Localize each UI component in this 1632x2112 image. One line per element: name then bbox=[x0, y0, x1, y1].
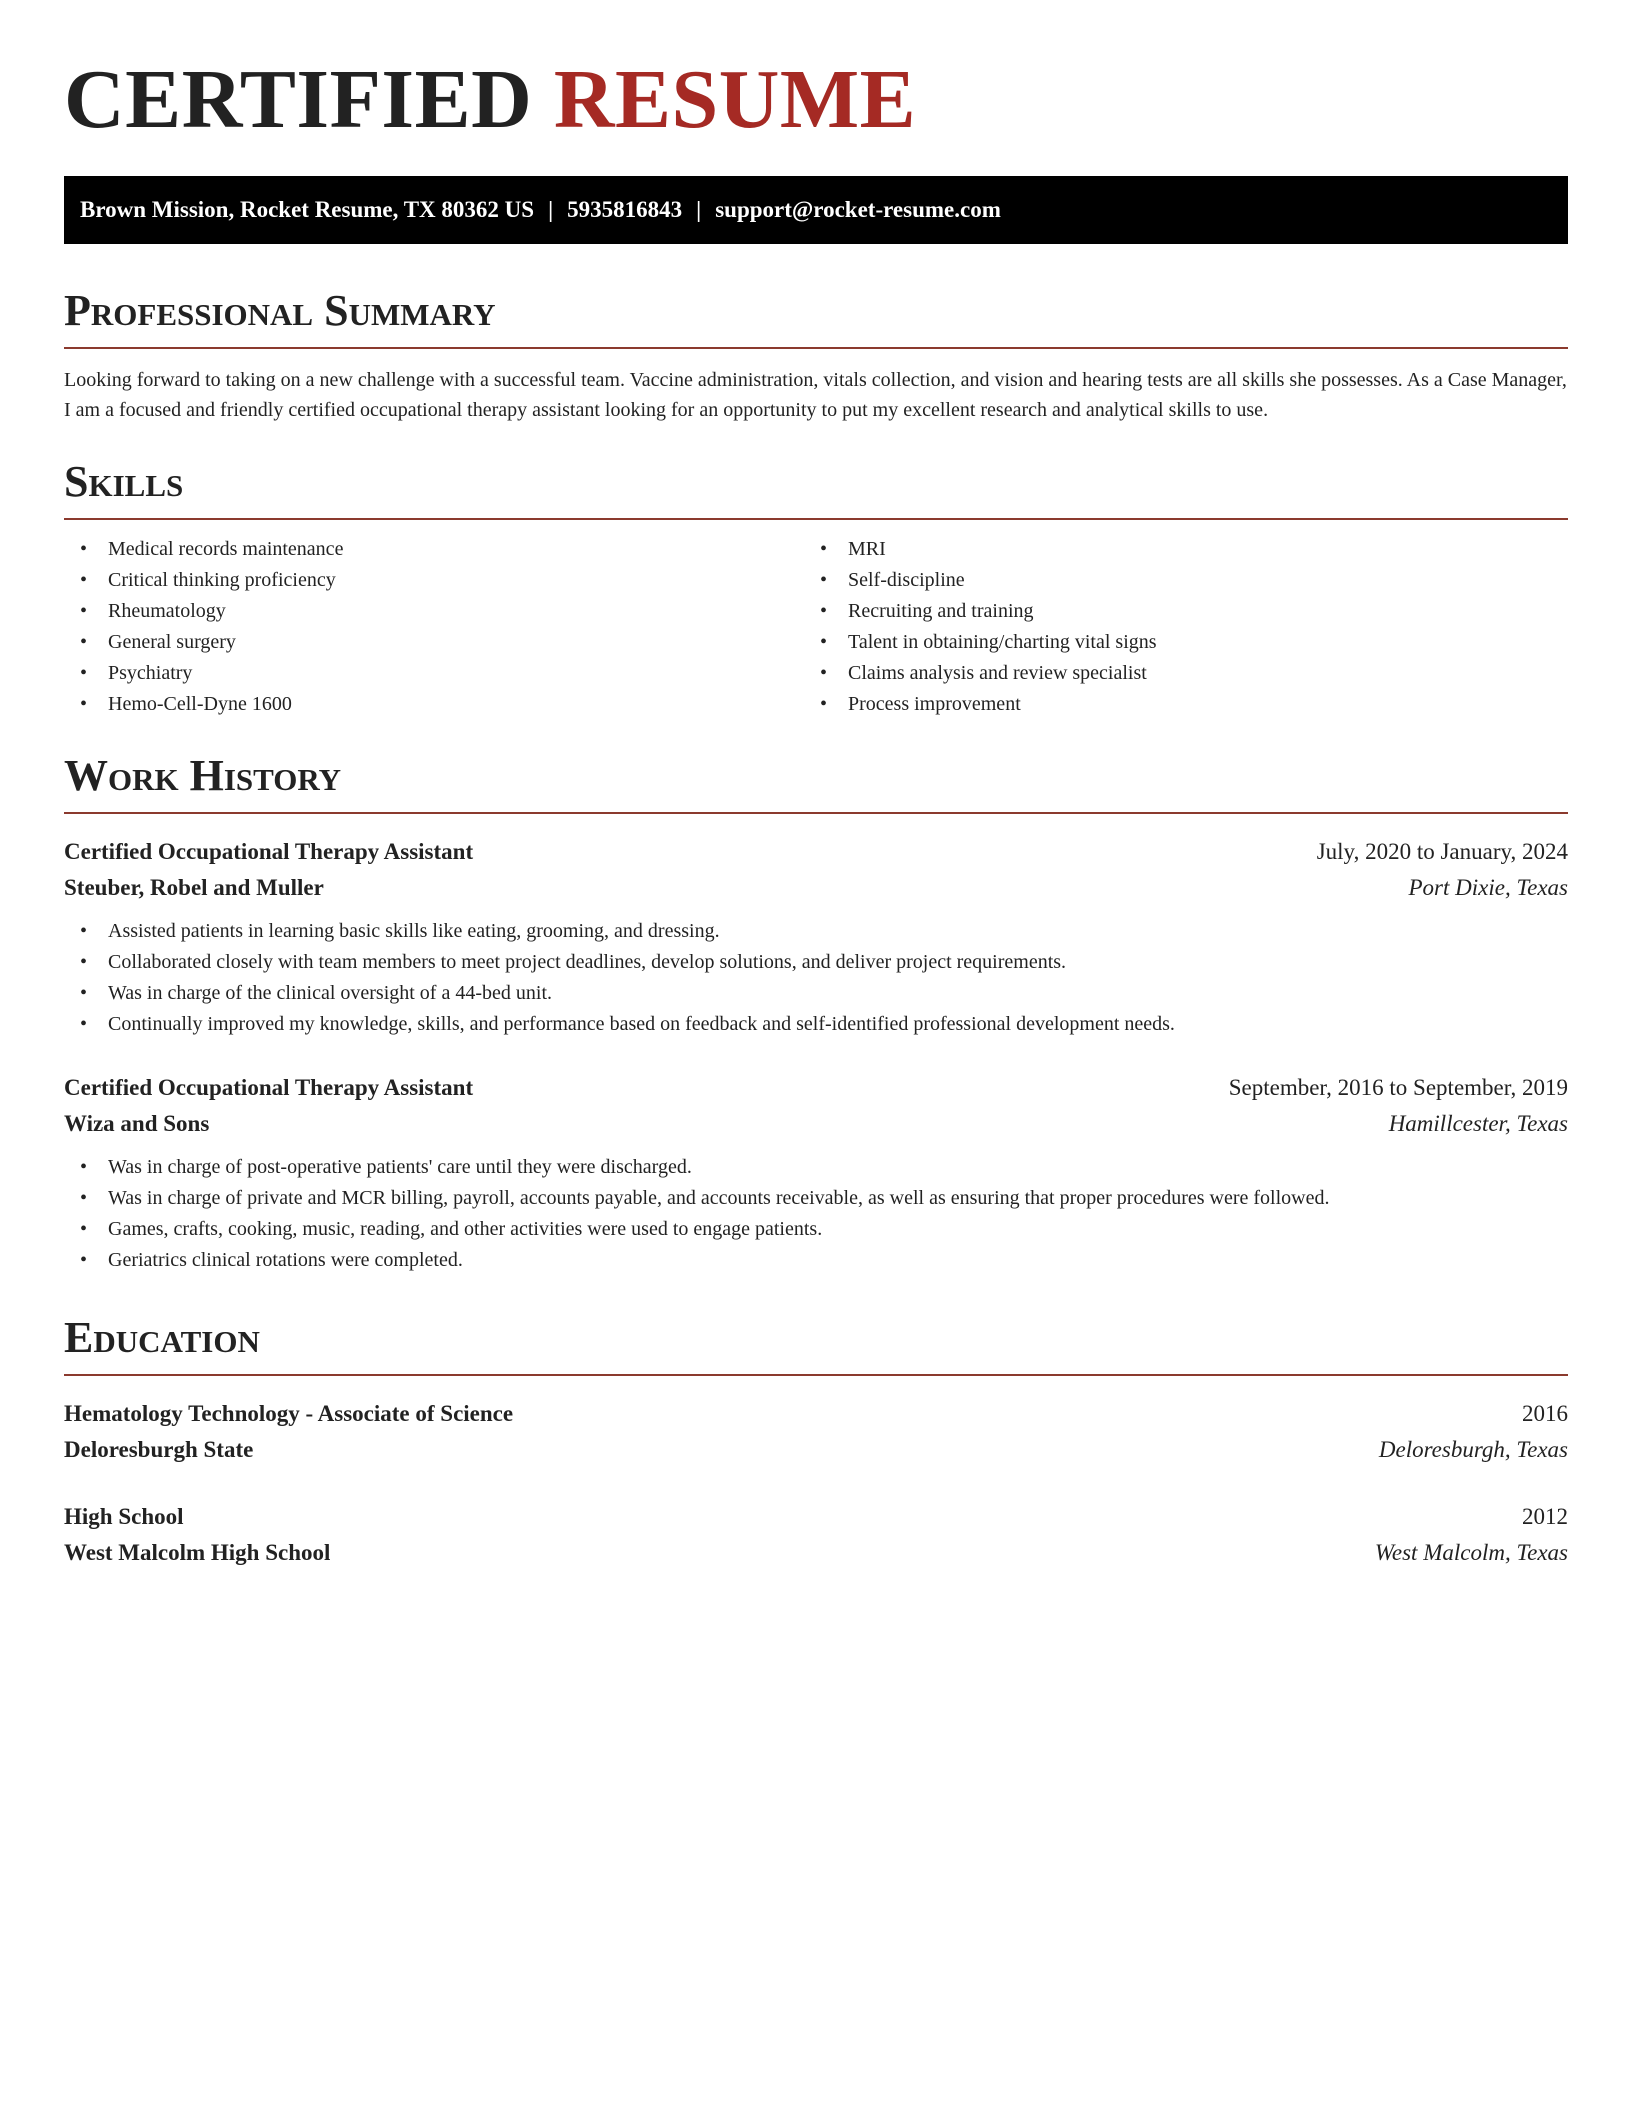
education-degree: High School bbox=[64, 1504, 184, 1529]
skill-item: • Critical thinking proficiency bbox=[64, 565, 804, 596]
section-divider bbox=[64, 518, 1568, 520]
education-school-row bbox=[64, 1432, 1568, 1468]
education-location: West Malcolm, Texas bbox=[1374, 1540, 1568, 1565]
job-dates: September, 2016 to September, 2019 bbox=[1228, 1075, 1568, 1100]
job-bullet: • Geriatrics clinical rotations were completed. bbox=[64, 1245, 1568, 1276]
skill-item: • Talent in obtaining/charting vital signs bbox=[804, 627, 1544, 658]
contact-address: Brown Mission, Rocket Resume, TX 80362 US bbox=[80, 197, 535, 222]
skill-item: • Rheumatology bbox=[64, 596, 804, 627]
skill-item: • General surgery bbox=[64, 627, 804, 658]
skills-heading: Skills bbox=[64, 457, 184, 506]
education-heading: Education bbox=[64, 1313, 260, 1362]
contact-separator: | bbox=[548, 197, 554, 222]
job-location: Port Dixie, Texas bbox=[1408, 875, 1568, 900]
skill-item: • Medical records maintenance bbox=[64, 534, 804, 565]
summary-heading: Professional Summary bbox=[64, 286, 496, 335]
job-location: Hamillcester, Texas bbox=[1388, 1111, 1568, 1136]
skill-item: • Psychiatry bbox=[64, 658, 804, 689]
summary-text: Looking forward to taking on a new challenge with a successful team. Vaccine administration, vitals collection, and vision and hearing tests are all skills she possesses. As a Case Manager, I am a focused and friendly certified occupational therapy assistant looking for an opportunity to put my excellent research and analytical skills to use. bbox=[64, 369, 1567, 421]
skill-item: • Self-discipline bbox=[804, 565, 1544, 596]
section-divider bbox=[64, 812, 1568, 814]
education-school: West Malcolm High School bbox=[64, 1540, 331, 1565]
job-company-row bbox=[64, 1106, 1568, 1142]
job-bullets bbox=[64, 916, 1568, 1040]
education-entry bbox=[64, 1396, 1568, 1468]
name-last: RESUME bbox=[553, 53, 917, 146]
job-title: Certified Occupational Therapy Assistant bbox=[64, 1075, 474, 1100]
contact-separator: | bbox=[696, 197, 702, 222]
skill-item: • MRI bbox=[804, 534, 1544, 565]
education-degree-row bbox=[64, 1396, 1568, 1432]
contact-phone: 5935816843 bbox=[567, 197, 683, 222]
job-bullet: • Was in charge of post-operative patients' care until they were discharged. bbox=[64, 1152, 1568, 1183]
job-title: Certified Occupational Therapy Assistant bbox=[64, 839, 474, 864]
skill-item: • Hemo-Cell-Dyne 1600 bbox=[64, 689, 804, 720]
job-company: Steuber, Robel and Muller bbox=[64, 875, 324, 900]
work-history-heading: Work History bbox=[64, 751, 342, 800]
education-school-row bbox=[64, 1535, 1568, 1571]
education-section bbox=[64, 1313, 1568, 1571]
job-company-row bbox=[64, 870, 1568, 906]
education-degree: Hematology Technology - Associate of Science bbox=[64, 1401, 514, 1426]
education-location: Deloresburgh, Texas bbox=[1378, 1437, 1568, 1462]
job-header-row bbox=[64, 1070, 1568, 1106]
job-header-row bbox=[64, 834, 1568, 870]
job-bullet: • Was in charge of the clinical oversight of a 44-bed unit. bbox=[64, 978, 1568, 1009]
contact-email: support@rocket-resume.com bbox=[715, 197, 1001, 222]
education-year: 2016 bbox=[1522, 1401, 1568, 1426]
resume-name bbox=[64, 0, 1568, 145]
job-entry bbox=[64, 1070, 1568, 1276]
work-history-section bbox=[64, 751, 1568, 1276]
education-entry bbox=[64, 1499, 1568, 1571]
education-degree-row bbox=[64, 1499, 1568, 1535]
skills-columns bbox=[64, 534, 1568, 720]
job-bullet: • Was in charge of private and MCR billing, payroll, accounts payable, and accounts receivable, as well as ensuring that proper procedures were followed. bbox=[64, 1183, 1568, 1214]
education-school: Deloresburgh State bbox=[64, 1437, 254, 1462]
education-year: 2012 bbox=[1522, 1504, 1568, 1529]
job-bullet: • Continually improved my knowledge, skills, and performance based on feedback and self-identified professional development needs. bbox=[64, 1009, 1568, 1040]
resume-page bbox=[64, 0, 1568, 1565]
skill-item: • Claims analysis and review specialist bbox=[804, 658, 1544, 689]
job-company: Wiza and Sons bbox=[64, 1111, 210, 1136]
skills-section bbox=[64, 457, 1568, 720]
job-entry bbox=[64, 834, 1568, 1040]
section-divider bbox=[64, 347, 1568, 349]
contact-bar bbox=[64, 176, 1568, 244]
skill-item: • Recruiting and training bbox=[804, 596, 1544, 627]
name-first: CERTIFIED bbox=[64, 53, 533, 146]
skills-right-column bbox=[804, 534, 1544, 720]
skills-left-column bbox=[64, 534, 804, 720]
job-bullet: • Assisted patients in learning basic skills like eating, grooming, and dressing. bbox=[64, 916, 1568, 947]
job-bullet: • Games, crafts, cooking, music, reading, and other activities were used to engage patients. bbox=[64, 1214, 1568, 1245]
job-bullet: • Collaborated closely with team members to meet project deadlines, develop solutions, and deliver project requirements. bbox=[64, 947, 1568, 978]
skill-item: • Process improvement bbox=[804, 689, 1544, 720]
summary-section bbox=[64, 286, 1568, 425]
section-divider bbox=[64, 1374, 1568, 1376]
job-bullets bbox=[64, 1152, 1568, 1276]
job-dates: July, 2020 to January, 2024 bbox=[1316, 839, 1568, 864]
